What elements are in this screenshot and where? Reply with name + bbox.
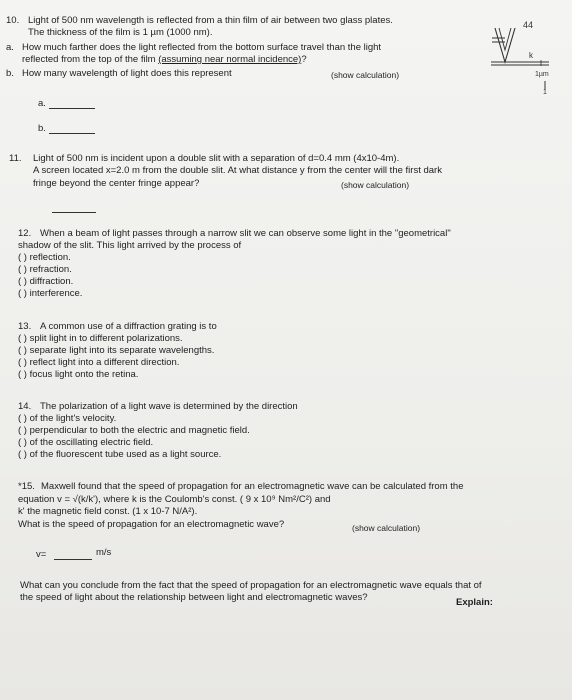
q10a-line2 bbox=[22, 54, 307, 65]
q15-explain-label: Explain: bbox=[456, 597, 493, 608]
q15-conclusion-line2: the speed of light about the relationship between light and electromagnetic waves? bbox=[20, 592, 368, 603]
q13-option-2[interactable]: ( ) separate light into its separate wavelengths. bbox=[18, 345, 215, 356]
sketch-label-k: k bbox=[529, 51, 533, 60]
q10a-qmark: ? bbox=[301, 54, 307, 65]
q13-option-4[interactable]: ( ) focus light onto the retina. bbox=[18, 369, 139, 380]
q10-line1: Light of 500 nm wavelength is reflected from a thin film of air between two glass plates. bbox=[28, 15, 393, 26]
q12-option-4[interactable]: ( ) interference. bbox=[18, 288, 83, 299]
q10-answer-a-blank[interactable] bbox=[49, 99, 95, 109]
thin-film-sketch-icon bbox=[489, 16, 557, 96]
q14-line1: The polarization of a light wave is determined by the direction bbox=[40, 401, 298, 412]
q10-answer-b-blank[interactable] bbox=[49, 124, 95, 134]
q14-option-1[interactable]: ( ) of the light's velocity. bbox=[18, 413, 117, 424]
q11-answer-blank[interactable] bbox=[52, 203, 96, 213]
sketch-label-one: 1 bbox=[543, 89, 547, 96]
q11-line2: A screen located x=2.0 m from the double slit. At what distance y from the center will the first dark bbox=[33, 165, 442, 176]
q11-show-calc: (show calculation) bbox=[341, 180, 410, 190]
q11-line3: fringe beyond the center fringe appear? bbox=[33, 178, 200, 189]
sketch-label-top: 44 bbox=[523, 20, 534, 30]
q10b-label: b. bbox=[6, 68, 14, 79]
q15-number: *15. bbox=[18, 481, 35, 492]
q15-line3: k' the magnetic field const. (1 x 10-7 N/A²). bbox=[18, 506, 198, 517]
q10-show-calc: (show calculation) bbox=[331, 70, 400, 80]
q10-answer-b-label: b. bbox=[38, 123, 46, 134]
q10-line2: The thickness of the film is 1 µm (1000 nm). bbox=[28, 27, 213, 38]
q15-conclusion-line1: What can you conclude from the fact that the speed of propagation for an electromagnetic wave equals that of bbox=[20, 580, 482, 591]
q12-option-1[interactable]: ( ) reflection. bbox=[18, 252, 71, 263]
q12-line2: shadow of the slit. This light arrived by the process of bbox=[18, 240, 242, 251]
q15-v-blank[interactable] bbox=[54, 550, 92, 560]
q15-show-calc: (show calculation) bbox=[352, 523, 421, 533]
q15-line2: equation v = √(k/k'), where k is the Coulomb's const. ( 9 x 10⁹ Nm²/C²) and bbox=[18, 494, 331, 505]
q13-line1: A common use of a diffraction grating is to bbox=[40, 321, 217, 332]
q12-option-3[interactable]: ( ) diffraction. bbox=[18, 276, 74, 287]
q14-option-2[interactable]: ( ) perpendicular to both the electric and magnetic field. bbox=[18, 425, 250, 436]
q12-line1: When a beam of light passes through a narrow slit we can observe some light in the "geometrical" bbox=[40, 228, 451, 239]
q14-option-3[interactable]: ( ) of the oscillating electric field. bbox=[18, 437, 154, 448]
q11-number: 11. bbox=[9, 153, 22, 164]
q14-option-4[interactable]: ( ) of the fluorescent tube used as a light source. bbox=[18, 449, 222, 460]
q15-line1: Maxwell found that the speed of propagation for an electromagnetic wave can be calculated from the bbox=[41, 481, 464, 492]
q14-number: 14. bbox=[18, 401, 32, 412]
q10-number: 10. bbox=[6, 15, 20, 26]
q10a-line2-text: reflected from the top of the film bbox=[22, 54, 156, 65]
q15-v-label: v= bbox=[36, 549, 47, 560]
sketch-label-um: 1µm bbox=[535, 71, 549, 78]
q10b-text: How many wavelength of light does this represent bbox=[22, 68, 232, 79]
q15-unit: m/s bbox=[96, 547, 112, 558]
q10a-line1: How much farther does the light reflected from the bottom surface travel than the light bbox=[22, 42, 382, 53]
q11-line1: Light of 500 nm is incident upon a double slit with a separation of d=0.4 mm (4x10-4m). bbox=[33, 153, 400, 164]
q10a-label: a. bbox=[6, 42, 14, 53]
q12-option-2[interactable]: ( ) refraction. bbox=[18, 264, 72, 275]
q10-answer-a-label: a. bbox=[38, 98, 46, 109]
q13-number: 13. bbox=[18, 321, 32, 332]
q13-option-3[interactable]: ( ) reflect light into a different direction. bbox=[18, 357, 180, 368]
q12-number: 12. bbox=[18, 228, 32, 239]
q15-line4: What is the speed of propagation for an electromagnetic wave? bbox=[18, 519, 285, 530]
q13-option-1[interactable]: ( ) split light in to different polarizations. bbox=[18, 333, 183, 344]
q10a-underlined: (assuming near normal incidence) bbox=[158, 54, 302, 65]
